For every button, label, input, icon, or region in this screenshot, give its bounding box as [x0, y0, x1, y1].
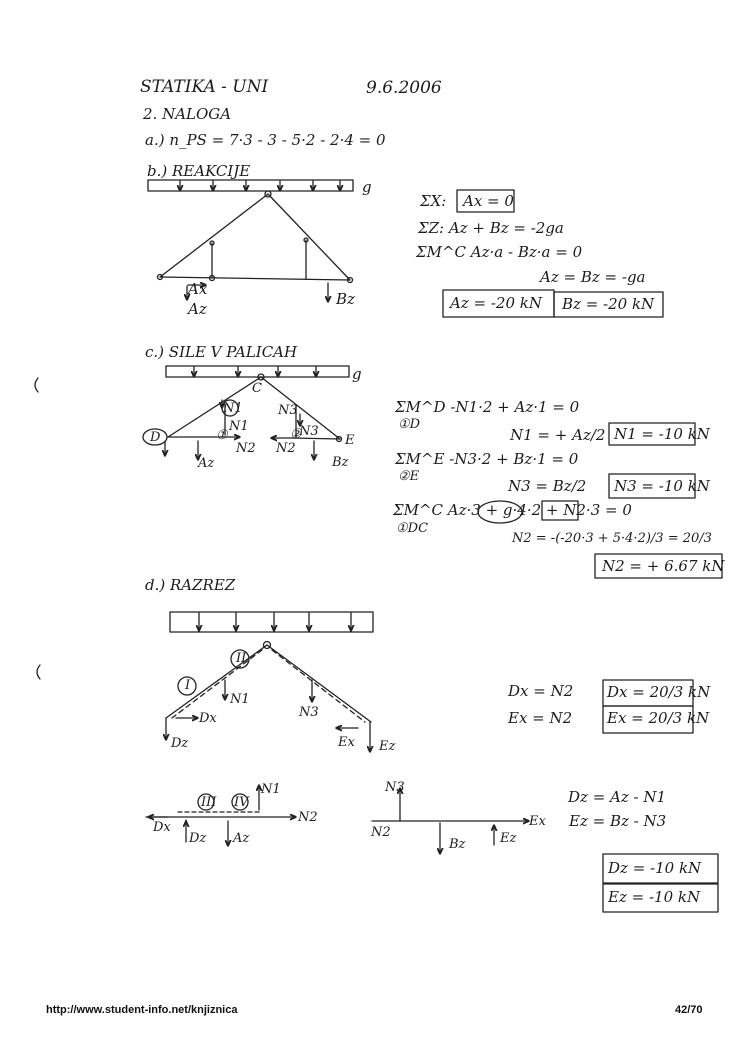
sec-d-label-n3: N3 — [299, 705, 319, 720]
beam-b — [148, 180, 353, 191]
sec-c-node-c: C — [252, 381, 262, 396]
structure-b — [148, 180, 353, 302]
fb-label-bz: Bz — [449, 837, 466, 852]
margin-mark — [37, 665, 40, 679]
sec-d-heading: d.) RAZREZ — [145, 576, 236, 594]
sec-c-label-n1-circled: N1 — [223, 401, 243, 416]
structure-d — [166, 612, 373, 752]
sec-d-label-dz: Dz — [171, 736, 189, 751]
sec-d-label-ex: Ex — [338, 735, 355, 750]
sec-c-label-bz: Bz — [332, 455, 349, 470]
footer-url[interactable]: http://www.student-info.net/knjiznica — [46, 1004, 238, 1016]
fb-label-ez: Ez — [500, 831, 517, 846]
sec-c-load-label: g — [352, 365, 362, 383]
fb-label-dx: Dx — [153, 820, 171, 835]
fb-label-n2: N2 — [298, 810, 318, 825]
fb-label-n3: N3 — [385, 780, 405, 795]
sec-c-member-2: ② — [290, 427, 302, 442]
sec-c-label-n3: N3 — [278, 403, 298, 418]
sec-d-result-dx: Dx = 20/3 kN — [607, 683, 711, 701]
sec-c-heading: c.) SILE V PALICAH — [145, 343, 298, 361]
sec-d-eq3: Dz = Az - N1 — [568, 788, 667, 806]
sec-d-result-dz: Dz = -10 kN — [608, 859, 702, 877]
sec-c-result-n2: N2 = + 6.67 kN — [602, 557, 725, 575]
page-title: STATIKA - UNI — [140, 77, 269, 97]
load-arrows-b — [180, 181, 340, 191]
sec-b-eq3: ΣM^C Az·a - Bz·a = 0 — [416, 243, 583, 261]
sec-b-eq2: ΣZ: Az + Bz = -2ga — [418, 219, 564, 237]
sec-d-label-ez: Ez — [379, 739, 396, 754]
sec-c-eq3b: N2 = -(-20·3 + 5·4·2)/3 = 20/3 — [512, 531, 712, 546]
fb-label-n2b: N2 — [371, 825, 391, 840]
margin-mark — [35, 378, 38, 392]
sec-b-label-bz: Bz — [336, 290, 355, 308]
sec-d-roman-1: I — [185, 678, 191, 693]
sec-c-member-1: ① — [216, 428, 228, 443]
sec-d-result-ez: Ez = -10 kN — [608, 888, 701, 906]
fb-label-az: Az — [233, 831, 250, 846]
sec-d-eq2: Ex = N2 — [508, 709, 573, 727]
sec-b-result-az: Az = -20 kN — [450, 294, 542, 312]
sec-b-load-label: g — [362, 178, 372, 196]
fb-label-dz: Dz — [189, 831, 207, 846]
sec-c-label-n2: N2 — [236, 441, 256, 456]
fb-label-ex: Ex — [529, 814, 546, 829]
sec-c-node-e: E — [345, 433, 355, 448]
sec-c-label-n1: N1 — [229, 419, 249, 434]
sec-d-label-dx: Dx — [199, 711, 217, 726]
sec-c-label-n3b: N3 — [299, 424, 319, 439]
sec-b-eq1: ΣX: — [420, 192, 447, 210]
sec-c-label-az: Az — [198, 456, 215, 471]
fb-roman-4: IV — [234, 795, 249, 810]
sec-b-result-bz: Bz = -20 kN — [562, 295, 655, 313]
sec-c-result-n3: N3 = -10 kN — [614, 477, 710, 495]
sec-c-node-d: D — [150, 430, 161, 445]
fb-label-n1: N1 — [261, 782, 281, 797]
task-heading: 2. NALOGA — [143, 105, 232, 123]
sec-c-eq3: ΣM^C Az·3 + g·4·2 + N2·3 = 0 — [393, 501, 632, 519]
sec-c-eq2-sub: ②E — [398, 469, 420, 484]
sec-b-heading: b.) REAKCIJE — [147, 162, 251, 180]
sec-a-equation: a.) n_PS = 7·3 - 3 - 5·2 - 2·4 = 0 — [145, 131, 386, 149]
sec-c-eq2b: N3 = Bz/2 — [508, 477, 587, 495]
sec-c-result-n1: N1 = -10 kN — [614, 425, 710, 443]
sec-d-eq1: Dx = N2 — [508, 682, 574, 700]
sec-d-result-ex: Ex = 20/3 kN — [607, 709, 710, 727]
sec-c-eq3-sub: ①DC — [396, 521, 429, 536]
fb-roman-3: III — [201, 795, 217, 810]
sec-c-eq1-sub: ①D — [398, 417, 421, 432]
sec-b-eq1-result: Ax = 0 — [463, 192, 514, 210]
sec-b-eq4: Az = Bz = -ga — [540, 268, 646, 286]
sec-d-roman-2: II — [236, 651, 247, 666]
sec-c-eq2: ΣM^E -N3·2 + Bz·1 = 0 — [395, 450, 579, 468]
page-date: 9.6.2006 — [366, 78, 442, 98]
footer-page-number: 42/70 — [675, 1004, 703, 1016]
sec-d-eq4: Ez = Bz - N3 — [569, 812, 667, 830]
sec-b-label-az: Az — [188, 300, 207, 318]
sec-d-label-n1: N1 — [230, 692, 250, 707]
sec-c-eq1b: N1 = + Az/2 — [510, 426, 606, 444]
sec-b-label-ax: Ax — [188, 280, 208, 298]
sec-c-label-n2b: N2 — [276, 441, 296, 456]
sec-c-eq1: ΣM^D -N1·2 + Az·1 = 0 — [395, 398, 580, 416]
